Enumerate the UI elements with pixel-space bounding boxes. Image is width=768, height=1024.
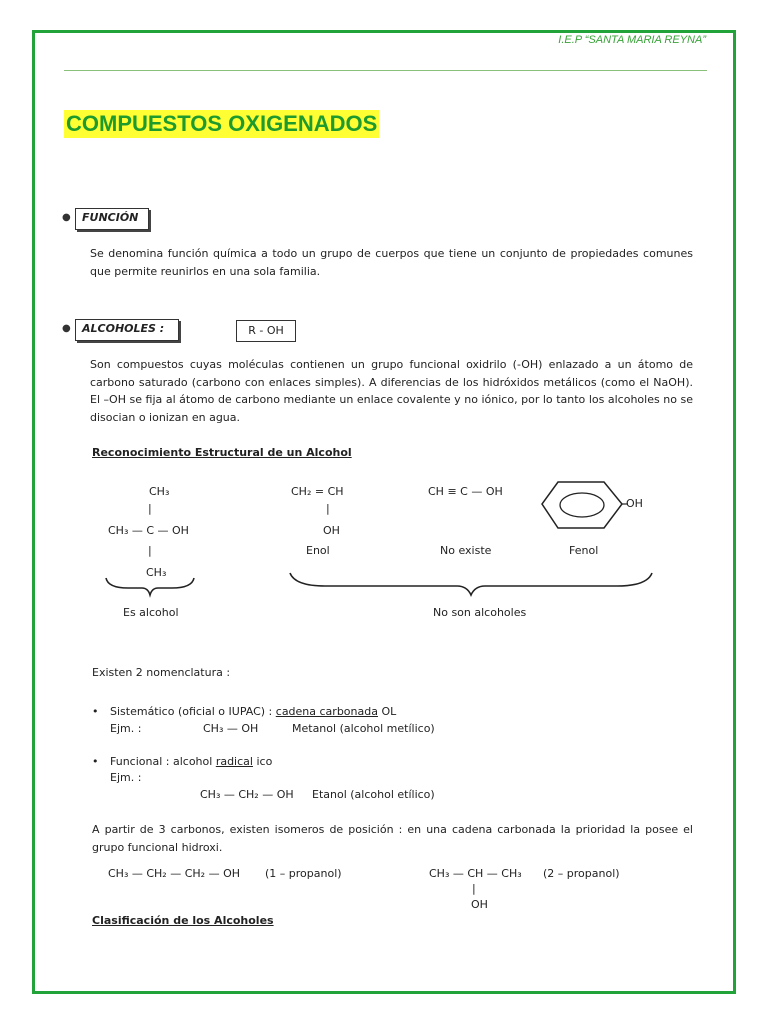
etanol-name: Etanol (alcohol etílico) — [312, 788, 435, 801]
ejm-label: Ejm. : — [110, 722, 142, 735]
sistematico-line: Sistemático (oficial o IUPAC) : cadena carbonada OL — [110, 705, 397, 718]
m1-top-ch3: CH₃ — [149, 485, 170, 498]
m2-oh: OH — [323, 524, 340, 537]
label-es-alcohol: Es alcohol — [123, 606, 179, 619]
brace-small-icon — [100, 574, 200, 598]
propanol2-name: (2 – propanol) — [543, 867, 620, 880]
m1-bottom-ch3: CH₃ — [146, 566, 167, 579]
m1-bond-bottom: | — [148, 544, 152, 557]
m2-bond: | — [326, 502, 330, 515]
m2-name: Enol — [306, 544, 330, 557]
alcohol-formula-box: R - OH — [236, 320, 296, 342]
metanol-formula: CH₃ — OH — [203, 722, 259, 735]
m1-main-chain: CH₃ — C — OH — [108, 524, 189, 537]
bullet-icon: • — [92, 705, 99, 718]
propanol2-bond: | — [472, 882, 476, 895]
propanol1-name: (1 – propanol) — [265, 867, 342, 880]
bullet-icon: ● — [62, 212, 71, 223]
bullet-icon: • — [92, 755, 99, 768]
metanol-name: Metanol (alcohol metílico) — [292, 722, 435, 735]
propanol2-oh: OH — [471, 898, 488, 911]
isomers-paragraph: A partir de 3 carbonos, existen isomeros de posición : en una cadena carbonada la prioridad la posee el grupo funcional hidroxi. — [92, 823, 693, 854]
bullet-icon: ● — [62, 323, 71, 334]
m1-bond-top: | — [148, 502, 152, 515]
school-name: I.E.P “SANTA MARIA REYNA” — [558, 34, 706, 46]
label-no-son-alcoholes: No son alcoholes — [433, 606, 527, 619]
funcional-line: Funcional : alcohol radical ico — [110, 755, 273, 768]
propanol2-formula: CH₃ — CH — CH₃ — [429, 867, 522, 880]
m2-chain: CH₂ = CH — [291, 485, 344, 498]
brace-large-icon — [285, 568, 657, 598]
benzene-ring-icon — [540, 478, 630, 534]
propanol1-formula: CH₃ — CH₂ — CH₂ — OH — [108, 867, 240, 880]
m3-chain: CH ≡ C — OH — [428, 485, 503, 498]
page-title: COMPUESTOS OXIGENADOS — [66, 111, 378, 136]
classification-heading: Clasificación de los Alcoholes — [92, 914, 274, 927]
m3-name: No existe — [440, 544, 492, 557]
recognition-heading: Reconocimiento Estructural de un Alcohol — [92, 446, 352, 459]
alcoholes-label-box: ALCOHOLES : — [75, 319, 179, 341]
m4-oh: OH — [626, 497, 643, 510]
etanol-formula: CH₃ — CH₂ — OH — [200, 788, 294, 801]
nomenclature-intro: Existen 2 nomenclatura : — [92, 666, 231, 679]
m4-name: Fenol — [569, 544, 599, 557]
alcoholes-paragraph: Son compuestos cuyas moléculas contienen un grupo funcional oxidrilo (-OH) enlazado a un átomo de carbono saturado (carbono con enlaces simples). A diferencias de los hidróxidos metálicos (como el NaOH). El –OH se fija al átomo de carbono mediante un enlace covalente y no iónico, por lo tanto los alcoholes no se disocian o ionizan en agua. — [90, 358, 693, 424]
ejm-label: Ejm. : — [110, 771, 142, 784]
funcion-paragraph: Se denomina función química a todo un grupo de cuerpos que tiene un conjunto de propiedades comunes que permite reunirlos en una sola familia. — [90, 247, 693, 278]
header-divider — [64, 70, 707, 71]
funcion-label-box: FUNCIÓN — [75, 208, 149, 230]
